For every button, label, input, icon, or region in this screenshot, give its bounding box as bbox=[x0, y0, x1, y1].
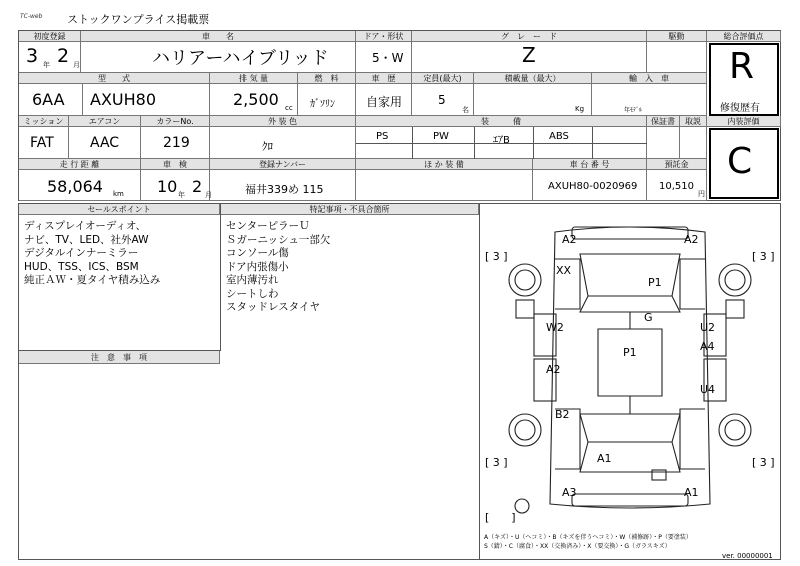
sales-point: 純正ＡＷ・夏タイヤ積み込み bbox=[24, 274, 161, 286]
note-item: 室内薄汚れ bbox=[226, 274, 279, 286]
notes-label: 特記事項・不具合箇所 bbox=[221, 204, 479, 215]
inspection-month-unit: 月 bbox=[205, 191, 212, 199]
import-model-year: 年ﾓﾃﾞﾙ bbox=[624, 107, 643, 114]
price-unit: 円 bbox=[698, 190, 705, 198]
inspection-year-unit: 年 bbox=[178, 191, 185, 199]
door-type: 5・W bbox=[372, 51, 404, 65]
color-no: 219 bbox=[163, 135, 190, 151]
note-item: コンソール傷 bbox=[226, 247, 289, 259]
mark-a1-bumper: A1 bbox=[684, 486, 699, 499]
mark-xx: XX bbox=[556, 264, 572, 277]
equip-label: 装 備 bbox=[356, 116, 647, 127]
bracket-front-right: [ 3 ] bbox=[752, 250, 775, 263]
mark-p1-hood: P1 bbox=[648, 276, 662, 289]
mission: FAT bbox=[30, 135, 54, 151]
mark-u4: U4 bbox=[700, 383, 716, 396]
model-prefix: 6AA bbox=[32, 90, 65, 109]
bracket-front-left: [ 3 ] bbox=[485, 250, 508, 263]
note-item: シートしわ bbox=[226, 287, 279, 300]
displacement-unit: cc bbox=[285, 104, 293, 112]
ac-label: エアコン bbox=[69, 116, 141, 127]
grade-label: グ レ ー ド bbox=[412, 31, 647, 42]
mark-p1-roof: P1 bbox=[623, 346, 637, 359]
inspection-month: 2 bbox=[192, 177, 203, 196]
mark-a2-door: A2 bbox=[546, 363, 561, 376]
door-label: ドア・形状 bbox=[356, 31, 412, 42]
mileage: 58,064 bbox=[47, 177, 103, 196]
plate-label: 登録ナンバー bbox=[210, 159, 356, 170]
page-title: ストックワンプライス掲載票 bbox=[67, 13, 210, 26]
sales-point: デジタルインナーミラー bbox=[24, 247, 139, 259]
color-no-label: カラーNo. bbox=[141, 116, 210, 127]
damage-legend-2: S（錆）・C（腐食）・XX（交換済み）・X（要交換）・G（ガラスキズ） bbox=[484, 543, 671, 550]
equip-airbag: ｴｱB bbox=[493, 135, 510, 146]
repair-history-note: 修復歴有 bbox=[720, 103, 760, 114]
ac-type: AAC bbox=[90, 135, 120, 151]
logo: TC-web bbox=[20, 13, 43, 20]
fuel: ｶﾞｿﾘﾝ bbox=[310, 99, 335, 110]
sales-points bbox=[24, 220, 160, 288]
grade: Z bbox=[522, 43, 536, 67]
mark-g: G bbox=[644, 311, 653, 324]
sales-point: ナビ、TV、LED、社外AW bbox=[24, 233, 149, 246]
bracket-rear-left: [ 3 ] bbox=[485, 456, 508, 469]
capacity-label: 定員(最大) bbox=[412, 73, 474, 84]
mark-a4: A4 bbox=[700, 340, 715, 353]
load-label: 積載量（最大） bbox=[474, 73, 592, 84]
mark-a2-front-left: A2 bbox=[562, 233, 577, 246]
equip-ps: PS bbox=[376, 131, 389, 142]
drive-label: 駆動 bbox=[647, 31, 707, 42]
mark-w2: W2 bbox=[546, 321, 564, 334]
overall-score: R bbox=[729, 46, 755, 87]
first-reg-label: 初度登録 bbox=[19, 31, 81, 42]
chassis-label: 車 台 番 号 bbox=[533, 159, 647, 170]
bracket-rear-right: [ 3 ] bbox=[752, 456, 775, 469]
caution-label: 注 意 事 項 bbox=[19, 351, 220, 364]
load-unit: Kg bbox=[575, 105, 585, 113]
damage-legend-1: A（キズ）・U（ヘコミ）・B（キズを伴うヘコミ）・W（補修跡）・P（要塗装） bbox=[484, 534, 692, 541]
bracket-spare: [ ] bbox=[485, 511, 516, 524]
note-item: スタッドレスタイヤ bbox=[226, 301, 320, 313]
history-label: 車 歴 bbox=[356, 73, 412, 84]
displacement: 2,500 bbox=[233, 90, 279, 109]
interior-score: C bbox=[727, 141, 753, 182]
recycle-deposit: 10,510 bbox=[659, 181, 694, 192]
chassis-number: AXUH80-0020969 bbox=[548, 181, 638, 192]
model-label: 型 式 bbox=[19, 73, 210, 84]
inspection-year: 10 bbox=[157, 177, 178, 196]
fuel-label: 燃 料 bbox=[298, 73, 356, 84]
displacement-label: 排 気 量 bbox=[210, 73, 298, 84]
note-item: Ｓガーニッシュ一部欠 bbox=[226, 233, 331, 246]
car-name-label: 車 名 bbox=[81, 31, 356, 42]
equip-abs: ABS bbox=[549, 131, 569, 142]
mileage-unit: km bbox=[113, 190, 124, 198]
vehicle-damage-diagram bbox=[480, 204, 780, 534]
price-label: 預託金 bbox=[647, 159, 707, 170]
mark-a1-rear: A1 bbox=[597, 452, 612, 465]
car-name: ハリアーハイブリッド bbox=[152, 48, 329, 69]
mark-b2: B2 bbox=[555, 408, 570, 421]
exterior-label: 外 装 色 bbox=[210, 116, 356, 127]
capacity: 5 bbox=[438, 93, 446, 107]
sales-point: HUD、TSS、ICS、BSM bbox=[24, 260, 139, 273]
notes-list bbox=[226, 220, 330, 315]
mark-a2-front-right: A2 bbox=[684, 233, 699, 246]
year-unit: 年 bbox=[43, 61, 50, 69]
manual-label: 取説 bbox=[680, 116, 707, 127]
history: 自家用 bbox=[366, 95, 403, 109]
model-code: AXUH80 bbox=[90, 90, 157, 109]
mileage-label: 走 行 距 離 bbox=[19, 159, 141, 170]
first-reg-month: 2 bbox=[57, 45, 70, 67]
warranty-label: 保証書 bbox=[647, 116, 680, 127]
inspection-label: 車 検 bbox=[141, 159, 210, 170]
interior-label: 内装評価 bbox=[707, 116, 781, 127]
mark-a3: A3 bbox=[562, 486, 577, 499]
sales-label: セールスポイント bbox=[19, 204, 220, 215]
first-reg-year: 3 bbox=[26, 45, 39, 67]
plate-number: 福井339め 115 bbox=[245, 183, 324, 196]
month-unit: 月 bbox=[73, 61, 80, 69]
mark-u2: U2 bbox=[700, 321, 716, 334]
version-label: ver. 00000001 bbox=[722, 552, 773, 560]
mission-label: ミッション bbox=[19, 116, 69, 127]
exterior-color: ｸﾛ bbox=[262, 140, 273, 153]
note-item: センターピラーＵ bbox=[226, 220, 310, 232]
overall-label: 総合評価点 bbox=[707, 31, 781, 42]
sales-point: ディスプレイオーディオ、 bbox=[24, 220, 147, 232]
import-label: 輸 入 車 bbox=[592, 73, 707, 84]
equip-pw: PW bbox=[433, 131, 449, 142]
other-equip-label: ほ か 装 備 bbox=[356, 159, 533, 170]
note-item: ドア内張傷小 bbox=[226, 260, 289, 273]
capacity-unit: 名 bbox=[462, 106, 469, 114]
